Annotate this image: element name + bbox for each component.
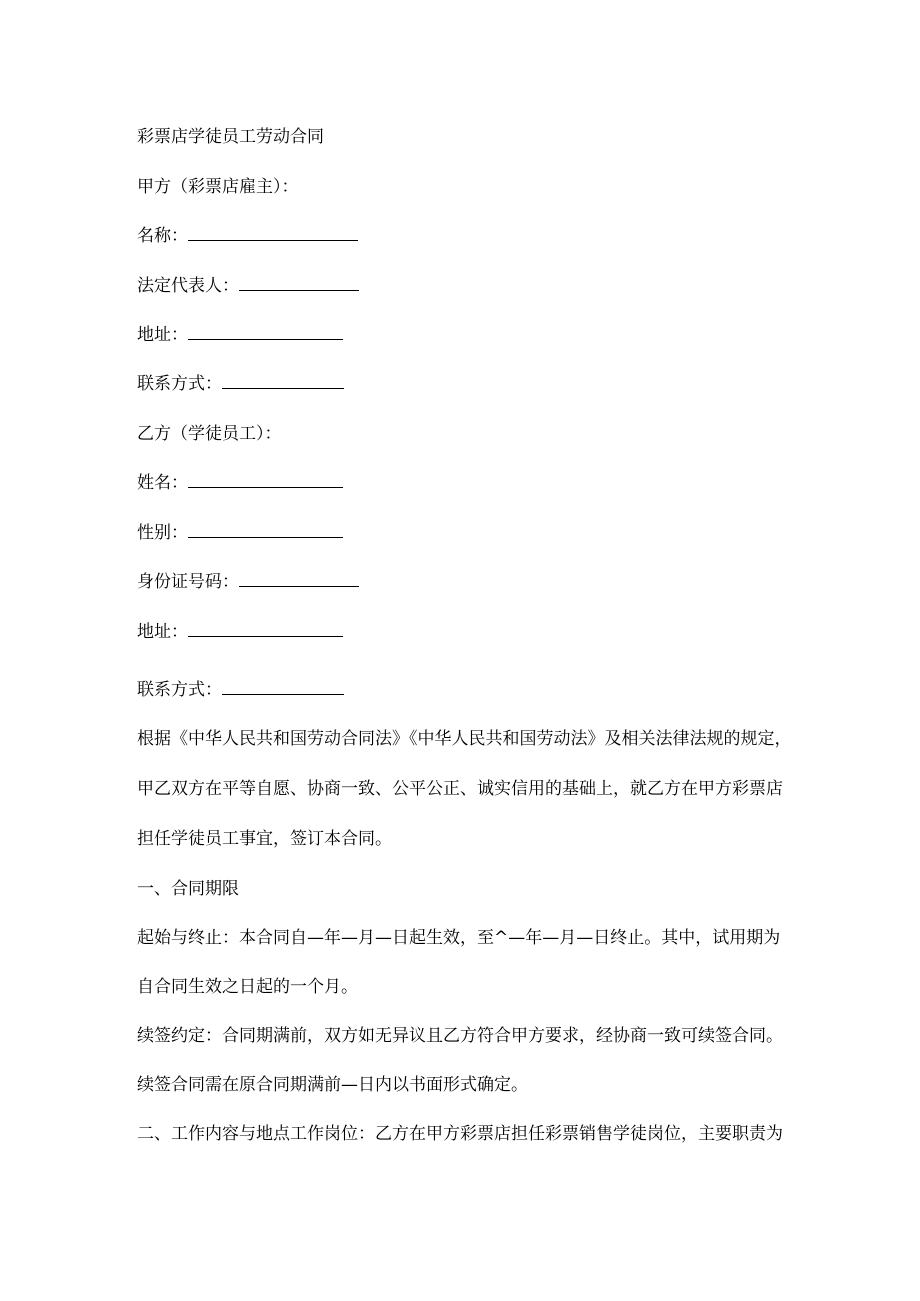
party-b-gender-blank — [188, 522, 343, 538]
party-b-address-field — [137, 621, 343, 643]
party-a-contact-field — [137, 373, 344, 395]
party-b-id-blank — [239, 571, 359, 587]
party-b-name-field — [137, 472, 343, 494]
party-a-name-field — [137, 225, 358, 247]
party-b-address-blank — [188, 621, 343, 637]
party-a-rep-blank — [239, 275, 359, 291]
party-b-gender-label: 性别： — [137, 523, 188, 543]
party-b-gender-field — [137, 522, 343, 544]
party-a-heading: 甲方（彩票店雇主）： — [137, 177, 299, 197]
party-b-contact-blank — [222, 679, 344, 695]
party-b-address-label: 地址： — [137, 622, 188, 642]
party-b-name-label: 姓名： — [137, 473, 188, 493]
section-1-line: 自合同生效之日起的一个月。 — [137, 977, 358, 997]
preamble-line: 担任学徒员工事宜，签订本合同。 — [137, 829, 392, 849]
party-a-contact-blank — [222, 373, 344, 389]
section-1-line: 起始与终止：本合同自—年—月—日起生效，至^—年—月—日终止。其中，试用期为 — [137, 928, 781, 948]
party-b-name-blank — [188, 472, 343, 488]
party-a-name-label: 名称： — [137, 226, 188, 246]
party-b-contact-label: 联系方式： — [137, 680, 222, 700]
party-a-name-blank — [188, 225, 358, 241]
party-a-address-field — [137, 324, 343, 346]
section-2-line: 二、工作内容与地点工作岗位：乙方在甲方彩票店担任彩票销售学徒岗位，主要职责为 — [137, 1124, 783, 1144]
party-b-contact-field — [137, 679, 344, 701]
preamble-line: 根据《中华人民共和国劳动合同法》《中华人民共和国劳动法》及相关法律法规的规定， — [137, 729, 792, 749]
party-b-heading: 乙方（学徒员工）： — [137, 424, 282, 444]
section-1-line: 续签合同需在原合同期满前—日内以书面形式确定。 — [137, 1075, 528, 1095]
party-a-rep-label: 法定代表人： — [137, 276, 239, 296]
party-b-id-field — [137, 571, 359, 593]
section-1-line: 续签约定：合同期满前，双方如无异议且乙方符合甲方要求，经协商一致可续签合同。 — [137, 1026, 783, 1046]
document-title: 彩票店学徒员工劳动合同 — [137, 127, 324, 147]
party-a-contact-label: 联系方式： — [137, 374, 222, 394]
party-b-id-label: 身份证号码： — [137, 572, 239, 592]
party-a-rep-field — [137, 275, 359, 297]
party-a-address-label: 地址： — [137, 325, 188, 345]
party-a-address-blank — [188, 324, 343, 340]
preamble-line: 甲乙双方在平等自愿、协商一致、公平公正、诚实信用的基础上，就乙方在甲方彩票店 — [137, 779, 783, 799]
section-1-heading: 一、合同期限 — [137, 879, 239, 899]
